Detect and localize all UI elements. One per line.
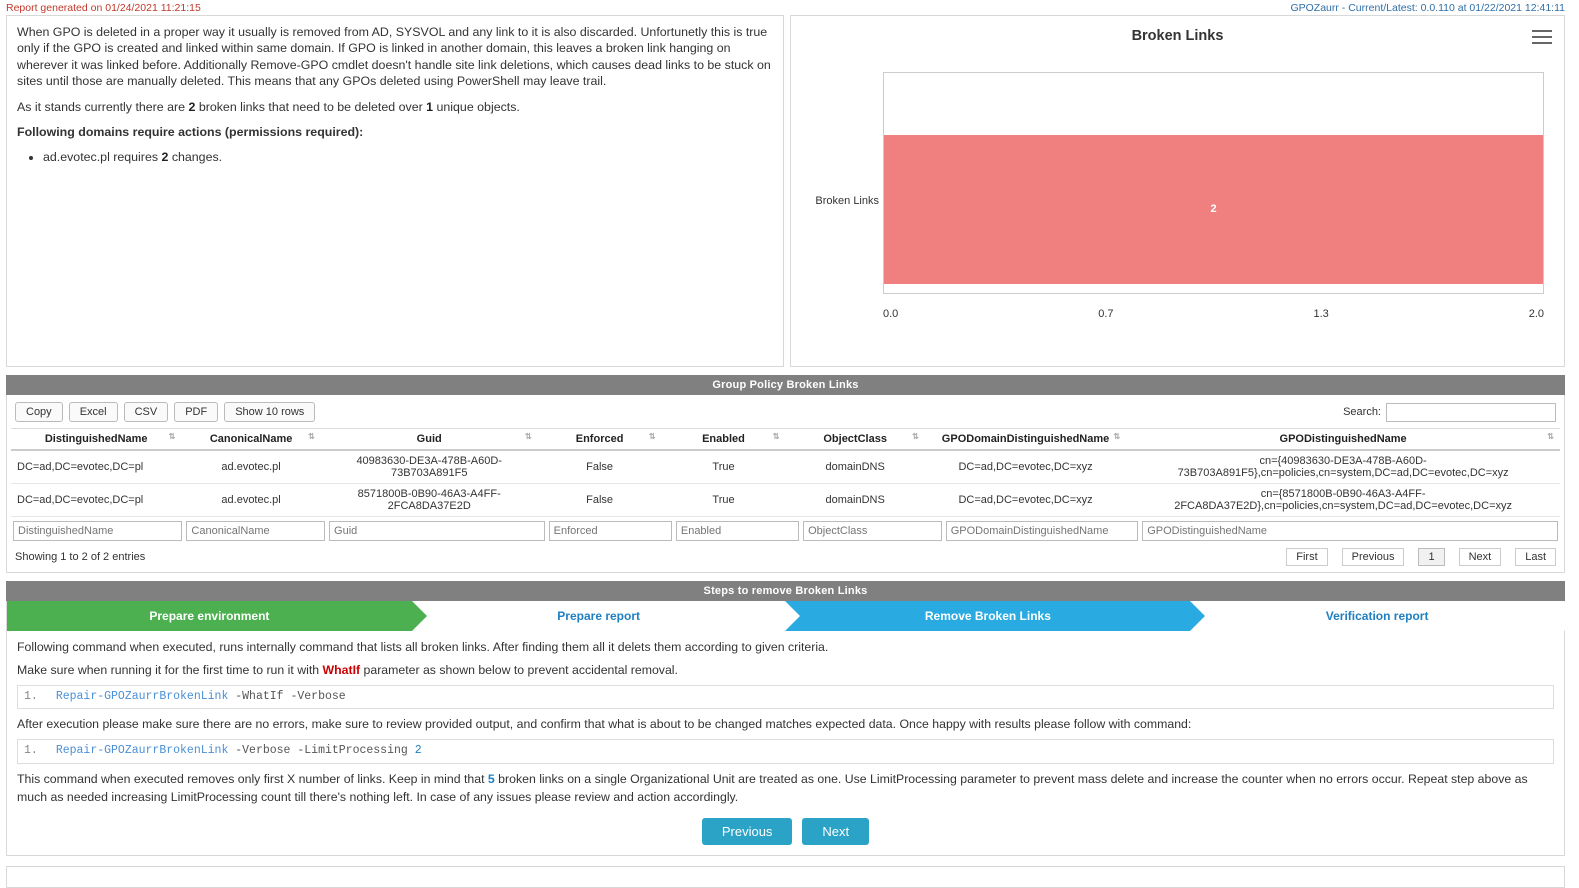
filter-distinguishedname[interactable] xyxy=(13,521,182,541)
whatif-keyword: WhatIf xyxy=(322,662,361,677)
csv-button[interactable]: CSV xyxy=(124,402,169,422)
code-line-number: 1. xyxy=(24,689,38,703)
col-objectclass[interactable] xyxy=(785,429,924,451)
step-label: Prepare environment xyxy=(149,609,270,623)
cell-gpodistinguishedname: cn={8571800B-0B90-46A3-A4FF-2FCA8DA37E2D},cn=policies,cn=system,DC=ad,DC=evotec,DC=xyz xyxy=(1126,484,1560,517)
col-distinguishedname[interactable] xyxy=(11,429,181,451)
steps-section-header: Steps to remove Broken Links xyxy=(6,581,1565,601)
step-prepare-environment[interactable] xyxy=(7,601,412,631)
version-info: GPOZaurr - Current/Latest: 0.0.110 at 01/22/2021 12:41:11 xyxy=(1290,2,1565,14)
page-last-button[interactable]: Last xyxy=(1515,548,1556,566)
column-filter-row xyxy=(11,517,1560,543)
page-number-1[interactable]: 1 xyxy=(1418,548,1444,566)
sort-icon: ⇅ xyxy=(912,432,919,441)
sort-icon: ⇅ xyxy=(1547,432,1554,441)
col-label: Enforced xyxy=(575,433,624,445)
col-enabled[interactable] xyxy=(662,429,786,451)
table-row[interactable] xyxy=(11,484,1560,517)
filter-enforced[interactable] xyxy=(549,521,672,541)
table-info: Showing 1 to 2 of 2 entries xyxy=(15,551,146,563)
page-first-button[interactable]: First xyxy=(1286,548,1327,566)
copy-button[interactable]: Copy xyxy=(15,402,63,422)
broken-links-table-panel xyxy=(6,395,1565,573)
list-item xyxy=(43,149,773,165)
filter-objectclass[interactable] xyxy=(803,521,942,541)
cell-gpodistinguishedname: cn={40983630-DE3A-478B-A60D-73B703A891F5},cn=policies,cn=system,DC=ad,DC=evotec,DC=xyz xyxy=(1126,450,1560,484)
pdf-button[interactable]: PDF xyxy=(174,402,218,422)
previous-step-button[interactable]: Previous xyxy=(702,818,793,845)
step-line2-post: parameter as shown below to prevent accidental removal. xyxy=(360,662,678,677)
step-label: Prepare report xyxy=(557,609,640,623)
code-arguments: -Verbose -LimitProcessing xyxy=(235,744,408,758)
page-next-button[interactable]: Next xyxy=(1459,548,1502,566)
chart-title: Broken Links xyxy=(1131,28,1224,44)
col-label: Guid xyxy=(416,433,442,445)
cell-gpodomaindistinguishedname: DC=ad,DC=evotec,DC=xyz xyxy=(925,450,1126,484)
search-label: Search: xyxy=(1343,406,1381,418)
col-canonicalname[interactable] xyxy=(181,429,320,451)
hamburger-bar-1 xyxy=(1532,30,1552,32)
cell-objectclass: domainDNS xyxy=(785,484,924,517)
filter-canonicalname[interactable] xyxy=(186,521,325,541)
excel-button[interactable]: Excel xyxy=(69,402,118,422)
pagination xyxy=(1286,548,1556,566)
chart-bar[interactable] xyxy=(884,135,1543,285)
filter-gpodistinguishedname[interactable] xyxy=(1142,521,1558,541)
top-status-bar xyxy=(0,0,1571,15)
cell-enforced: False xyxy=(538,484,662,517)
paragraph2-mid: broken links that need to be deleted over xyxy=(195,99,427,114)
step-label: Verification report xyxy=(1325,609,1429,623)
actions-heading: Following domains require actions (permissions required): xyxy=(17,124,364,139)
cell-enabled: True xyxy=(662,484,786,517)
chart-area xyxy=(801,66,1554,336)
cell-distinguishedname: DC=ad,DC=evotec,DC=pl xyxy=(11,450,181,484)
chart-plot xyxy=(883,72,1544,294)
sort-icon: ⇅ xyxy=(524,432,532,441)
search-container xyxy=(1343,403,1556,422)
chart-category-label: Broken Links xyxy=(815,195,879,207)
paragraph2-pre: As it stands currently there are xyxy=(17,99,189,114)
step-line-3: After execution please make sure there are no errors, make sure to review provided output, and confirm that what is about to be changed matches expected data. Once happy with results please follow with command: xyxy=(17,717,1192,732)
col-label: GPODomainDistinguishedName xyxy=(941,433,1110,445)
sort-icon: ⇅ xyxy=(1113,432,1121,441)
step-chevrons xyxy=(7,601,1564,631)
chart-menu-icon[interactable] xyxy=(1532,26,1552,48)
hamburger-bar-2 xyxy=(1532,36,1552,38)
step-label: Remove Broken Links xyxy=(924,609,1051,623)
table-section-header: Group Policy Broken Links xyxy=(6,375,1565,395)
broken-links-table xyxy=(11,428,1560,517)
cell-guid: 8571800B-0B90-46A3-A4FF-2FCA8DA37E2D xyxy=(321,484,538,517)
chart-x-axis-ticks xyxy=(883,308,1544,320)
sort-icon: ⇅ xyxy=(772,432,780,441)
col-enforced[interactable] xyxy=(538,429,662,451)
domain-changes-count: 2 xyxy=(161,150,169,165)
paragraph2-post: unique objects. xyxy=(433,99,520,114)
filter-gpodomaindistinguishedname[interactable] xyxy=(946,521,1139,541)
next-step-button[interactable]: Next xyxy=(802,818,869,845)
col-guid[interactable] xyxy=(321,429,538,451)
step-remove-broken-links[interactable] xyxy=(785,601,1190,631)
bottom-strip xyxy=(6,866,1565,888)
code-value: 2 xyxy=(414,744,422,758)
step-prepare-report[interactable] xyxy=(412,601,786,631)
col-label: Enabled xyxy=(702,433,745,445)
x-tick-0: 0.0 xyxy=(883,308,899,320)
cell-guid: 40983630-DE3A-478B-A60D-73B703A891F5 xyxy=(321,450,538,484)
domain-changes-suffix: changes. xyxy=(168,150,223,165)
summary-row xyxy=(0,15,1571,367)
show-rows-button[interactable]: Show 10 rows xyxy=(224,402,315,422)
step-line2-pre: Make sure when running it for the first time to run it with xyxy=(17,662,323,677)
cell-canonicalname: ad.evotec.pl xyxy=(181,450,320,484)
step-verification-report[interactable] xyxy=(1190,601,1564,631)
code-block-2[interactable] xyxy=(17,739,1554,764)
description-paragraph-1: When GPO is deleted in a proper way it usually is removed from AD, SYSVOL and any link to it is also discarded. Unfortunetly this is true only if the GPO is created and linked within same domain. If GPO is linked in another domain, this leaves a broken link hanging on wherever it was linked before. Additionally Remove-GPO cmdlet doesn't handle site link deletions, which causes dead links to be stuck on sites until those are manually deleted. This means that any GPOs deleted using PowerShell may leave trail. xyxy=(17,25,771,89)
domain-actions-list xyxy=(17,149,773,165)
table-row[interactable] xyxy=(11,450,1560,484)
step-line-4 xyxy=(17,771,1554,807)
step-line4-pre: This command when executed removes only first X number of links. Keep in mind that xyxy=(17,771,488,786)
x-tick-2: 1.3 xyxy=(1313,308,1329,320)
sort-icon: ⇅ xyxy=(648,432,656,441)
chart-panel xyxy=(790,15,1565,367)
code-command: Repair-GPOZaurrBrokenLink xyxy=(55,689,229,703)
cell-gpodomaindistinguishedname: DC=ad,DC=evotec,DC=xyz xyxy=(925,484,1126,517)
hamburger-bar-3 xyxy=(1532,42,1552,44)
sort-icon: ⇅ xyxy=(168,432,176,441)
unique-objects-count: 1 xyxy=(426,99,434,114)
table-footer xyxy=(11,543,1560,568)
page-previous-button[interactable]: Previous xyxy=(1342,548,1405,566)
col-label: DistinguishedName xyxy=(44,433,148,445)
broken-links-count: 2 xyxy=(188,99,196,114)
step-content xyxy=(7,631,1564,855)
domain-name-label: ad.evotec.pl requires xyxy=(43,150,162,165)
filter-enabled[interactable] xyxy=(676,521,799,541)
steps-panel xyxy=(6,601,1565,856)
col-gpodomaindistinguishedname[interactable] xyxy=(925,429,1126,451)
chart-bar-value: 2 xyxy=(1210,203,1217,216)
table-toolbar xyxy=(11,400,1560,428)
cell-distinguishedname: DC=ad,DC=evotec,DC=pl xyxy=(11,484,181,517)
col-label: ObjectClass xyxy=(823,433,887,445)
code-block-1[interactable] xyxy=(17,685,1554,710)
col-label: CanonicalName xyxy=(209,433,293,445)
step-navigation xyxy=(17,818,1554,845)
report-generated-timestamp: Report generated on 01/24/2021 11:21:15 xyxy=(6,2,201,14)
code-arguments: -WhatIf -Verbose xyxy=(235,689,346,703)
col-label: GPODistinguishedName xyxy=(1279,433,1407,445)
description-paragraph-2 xyxy=(17,99,773,115)
x-tick-3: 2.0 xyxy=(1528,308,1544,320)
cell-objectclass: domainDNS xyxy=(785,450,924,484)
x-tick-1: 0.7 xyxy=(1098,308,1114,320)
search-input[interactable] xyxy=(1386,403,1556,422)
table-header-row xyxy=(11,429,1560,451)
cell-canonicalname: ad.evotec.pl xyxy=(181,484,320,517)
code-command: Repair-GPOZaurrBrokenLink xyxy=(55,744,229,758)
cell-enabled: True xyxy=(662,450,786,484)
sort-icon: ⇅ xyxy=(308,432,315,441)
description-panel xyxy=(6,15,784,367)
code-line-number: 1. xyxy=(24,744,38,758)
step-line4-post: broken links on a single Organizational Unit are treated as one. Use LimitProcessing parameter to prevent mass delete and increase the counter when no errors occur. Repeat step above as much as needed increasing LimitProcessing count till there's nothing left. In case of any issues please review and action accordingly. xyxy=(17,771,1528,804)
filter-guid[interactable] xyxy=(329,521,545,541)
step-line-2 xyxy=(17,662,1554,680)
limit-count: 5 xyxy=(487,771,495,786)
col-gpodistinguishedname[interactable] xyxy=(1126,429,1560,451)
step-line-1: Following command when executed, runs internally command that lists all broken links. After finding them all it delets them according to given criteria. xyxy=(17,640,829,654)
cell-enforced: False xyxy=(538,450,662,484)
